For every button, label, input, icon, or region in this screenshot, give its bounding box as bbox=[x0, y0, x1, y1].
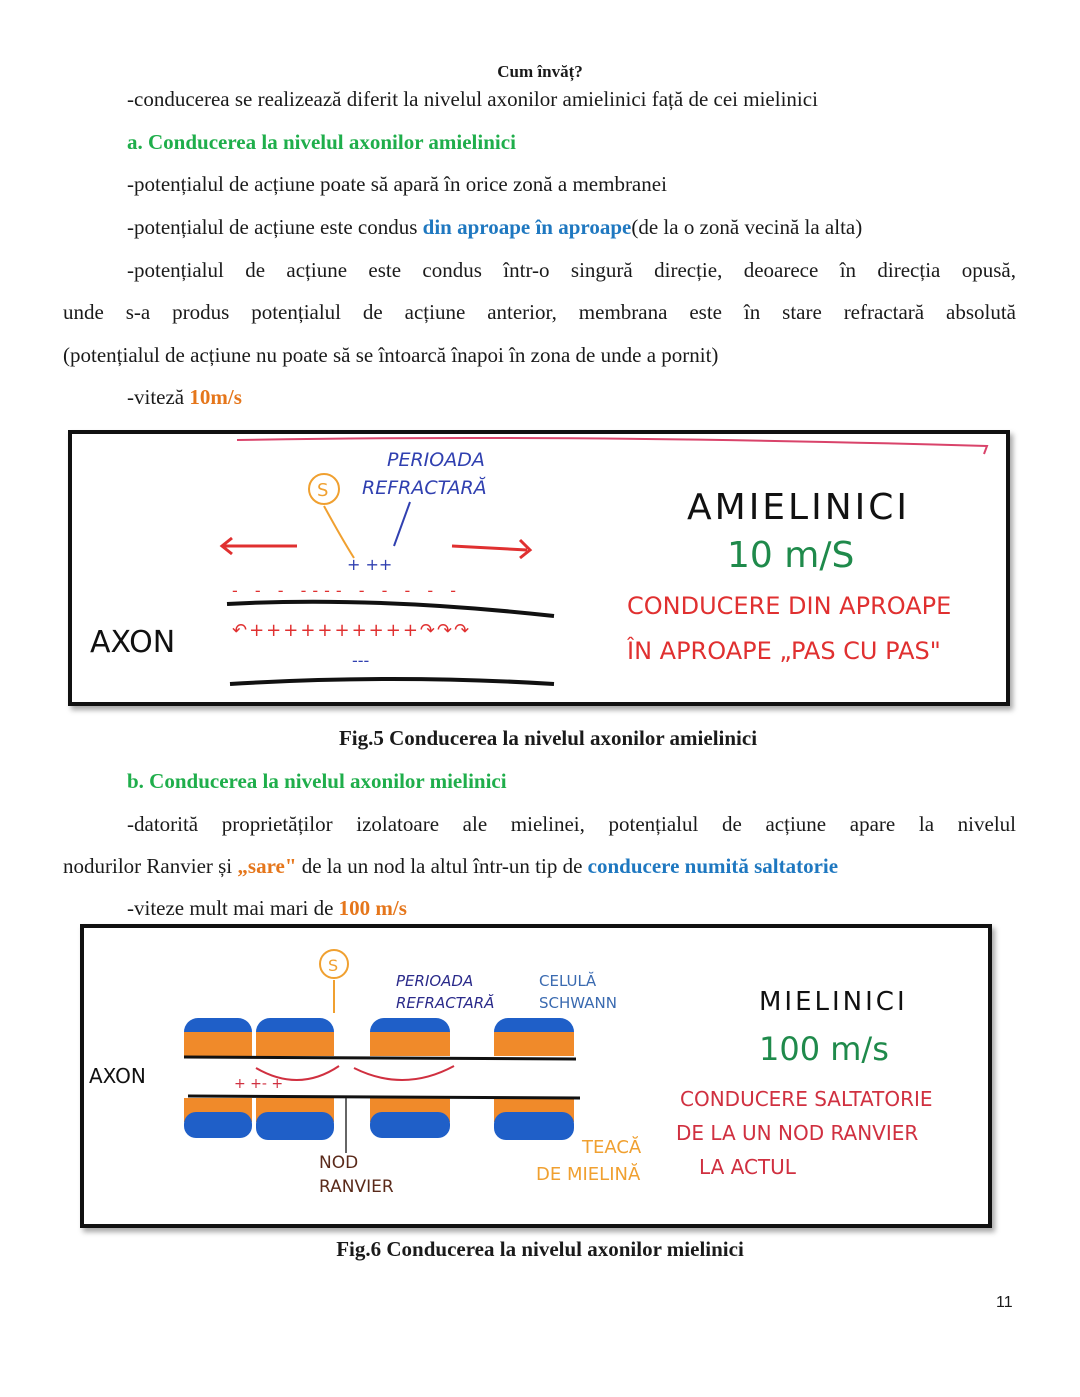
positive-charges: + ++ bbox=[347, 555, 393, 574]
fig-title: AMIELINICI bbox=[687, 487, 911, 528]
running-header: Cum învăț? bbox=[497, 62, 583, 81]
paragraph-line bbox=[63, 853, 838, 879]
text: -viteze mult mai mari de bbox=[127, 896, 339, 920]
paragraph-line: -datorită proprietăților izolatoare ale mielinei, potențialul de acțiune apare la nivelul bbox=[127, 812, 1016, 836]
axon-label: AXON bbox=[90, 625, 176, 660]
arrow-left-icon bbox=[222, 538, 297, 554]
figure-6-caption: Fig.6 Conducerea la nivelul axonilor mielinici bbox=[336, 1237, 744, 1261]
description: ÎN APROAPE „PAS CU PAS" bbox=[627, 637, 941, 665]
stimulus-label: S bbox=[317, 480, 329, 501]
description: CONDUCERE SALTATORIE bbox=[680, 1087, 933, 1111]
description: DE LA UN NOD RANVIER bbox=[676, 1121, 919, 1145]
negative-charges: - - - ---- - - - - - bbox=[232, 581, 462, 600]
speed-label: 10 m/S bbox=[727, 535, 855, 576]
refractory-label: PERIOADA bbox=[387, 449, 485, 471]
paragraph-line: (potențialul de acțiune nu poate să se întoarcă înapoi în zona de unde a pornit) bbox=[63, 343, 719, 367]
paragraph-line bbox=[127, 895, 407, 921]
highlight: 10m/s bbox=[189, 385, 242, 409]
decor-line bbox=[237, 438, 987, 454]
paragraph-line: -conducerea se realizează diferit la nivelul axonilor amielinici față de cei mielinici bbox=[127, 87, 818, 111]
section-heading-a: a. Conducerea la nivelul axonilor amielinici bbox=[127, 130, 516, 154]
schwann-label: SCHWANN bbox=[539, 994, 617, 1012]
sheath-label: TEACĂ bbox=[582, 1137, 642, 1158]
paragraph-line: unde s-a produs potențialul de acțiune anterior, membrana este în stare refractară absolută bbox=[63, 300, 1016, 324]
stimulus-label: S bbox=[328, 956, 339, 975]
text: -potențialul de acțiune este condus bbox=[127, 215, 423, 239]
speed-label: 100 m/s bbox=[759, 1030, 889, 1068]
highlight: conducere numită saltatorie bbox=[587, 854, 839, 878]
axon-label: AXON bbox=[89, 1064, 146, 1088]
figure-5-caption: Fig.5 Conducerea la nivelul axonilor amielinici bbox=[338, 726, 758, 750]
sheath-label: DE MIELINĂ bbox=[536, 1164, 641, 1185]
highlight: din aproape în aproape bbox=[422, 215, 632, 239]
paragraph-line bbox=[127, 384, 242, 410]
text: -viteză bbox=[127, 385, 190, 409]
arrow-right-icon bbox=[452, 540, 530, 558]
highlight: „sare" bbox=[237, 854, 297, 878]
page-number: 11 bbox=[996, 1294, 1013, 1311]
description: CONDUCERE DIN APROAPE bbox=[627, 592, 952, 620]
text: (de la o zonă vecină la alta) bbox=[631, 215, 863, 239]
figure-5 bbox=[68, 430, 1010, 706]
fig-title: MIELINICI bbox=[759, 987, 908, 1017]
paragraph-line bbox=[127, 214, 862, 240]
node-label: RANVIER bbox=[319, 1177, 394, 1197]
section-heading-b: b. Conducerea la nivelul axonilor mielinici bbox=[127, 769, 507, 793]
description: LA ACTUL bbox=[699, 1155, 796, 1179]
axon-membrane bbox=[227, 602, 554, 616]
node-label: NOD bbox=[319, 1153, 359, 1173]
figure-6 bbox=[80, 924, 992, 1228]
text: de la un nod la altul într-un tip de bbox=[296, 854, 588, 878]
refractory-label: REFRACTARĂ bbox=[396, 994, 495, 1012]
text: nodurilor Ranvier și bbox=[63, 854, 238, 878]
negative-charges: --- bbox=[352, 651, 370, 670]
highlight: 100 m/s bbox=[338, 896, 407, 920]
current-loops: ↶++++++++++↷↷↷ bbox=[232, 620, 472, 641]
refractory-label: PERIOADA bbox=[396, 972, 474, 990]
paragraph-line: -potențialul de acțiune este condus într-o singură direcție, deoarece în direcția opusă, bbox=[127, 258, 1016, 282]
node-charges: + +- + bbox=[234, 1076, 284, 1092]
paragraph-line: -potențialul de acțiune poate să apară în orice zonă a membranei bbox=[127, 172, 667, 196]
refractory-label: REFRACTARĂ bbox=[362, 477, 487, 499]
schwann-label: CELULĂ bbox=[539, 972, 597, 990]
